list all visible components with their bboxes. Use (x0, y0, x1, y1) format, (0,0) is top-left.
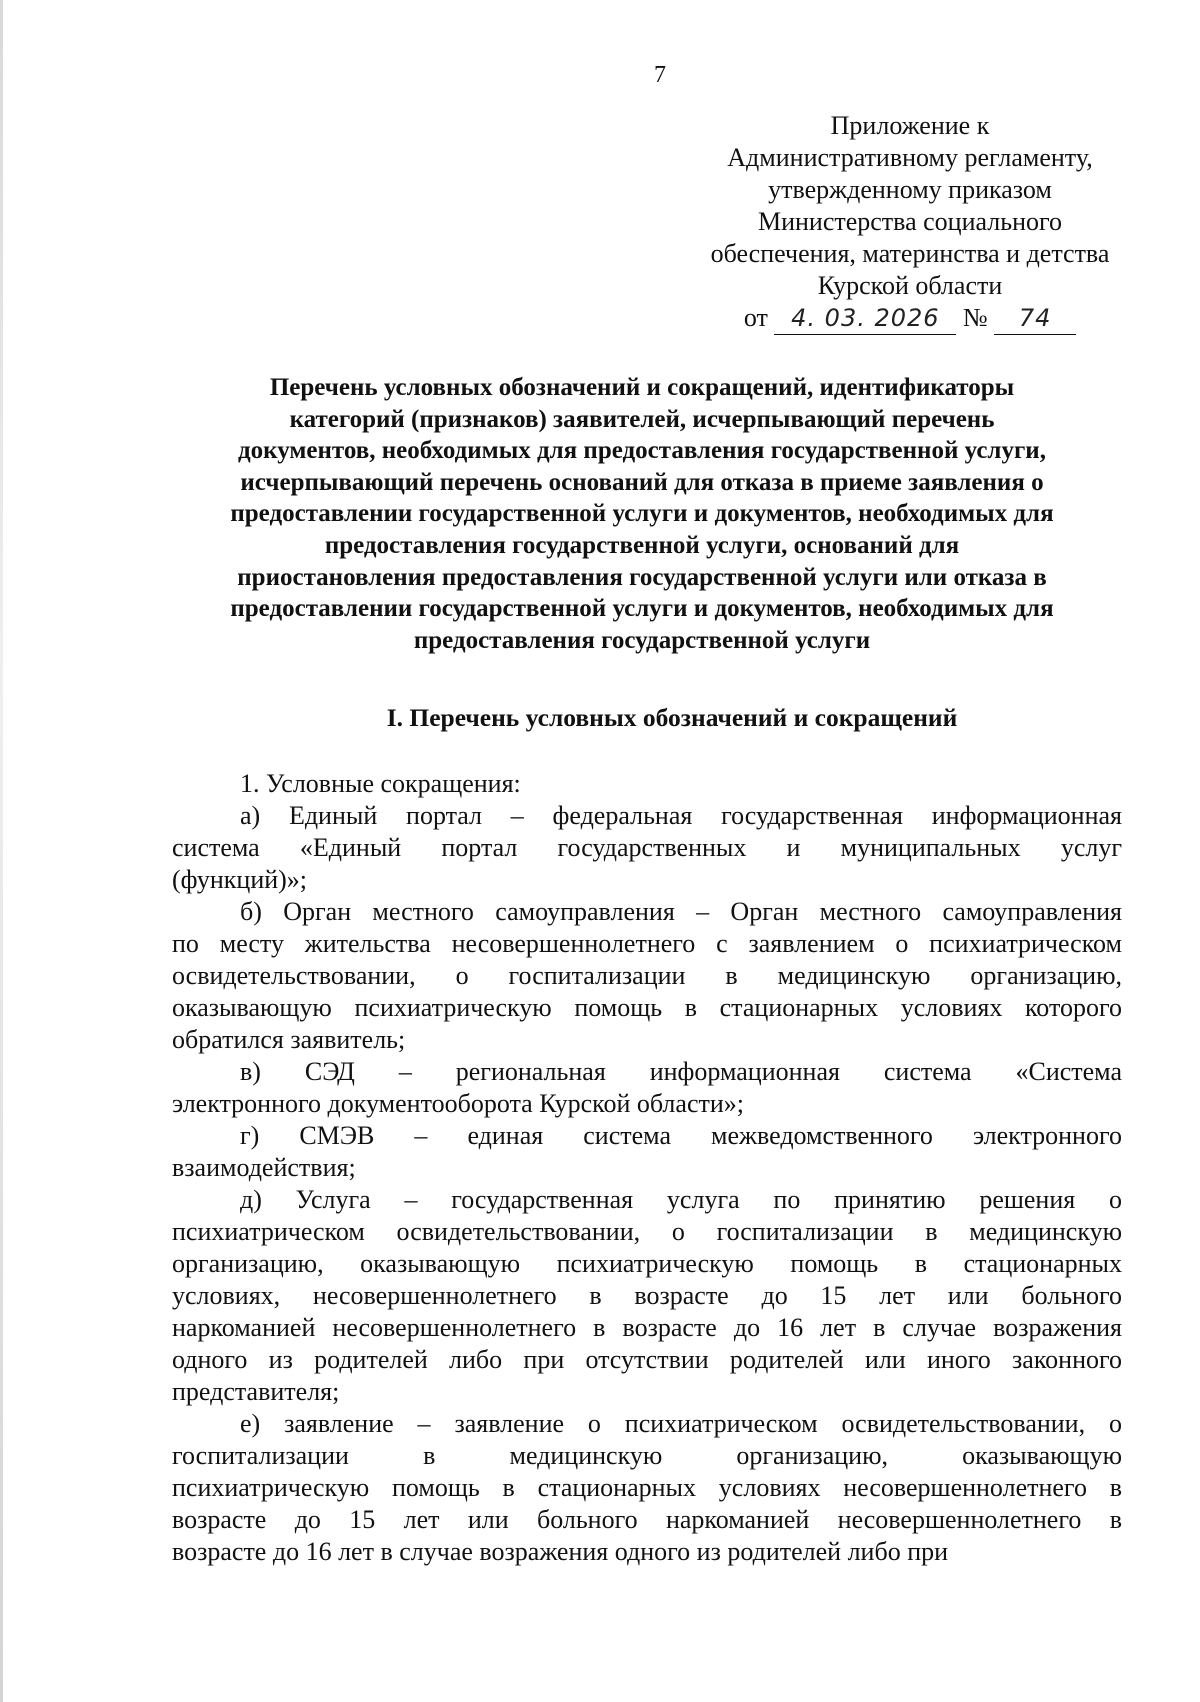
paragraph-line: условиях, несовершеннолетнего в возрасте до 15 лет или больного (172, 1281, 1122, 1310)
section-heading: I. Перечень условных обозначений и сокращений (386, 703, 958, 732)
document-title (162, 372, 1122, 656)
title-line: исчерпывающий перечень оснований для отказа в приеме заявления о (240, 468, 1044, 496)
date-prefix: от (743, 303, 768, 332)
paragraph-line: а) Единый портал – федеральная государственная информационная (240, 801, 1122, 830)
appendix-line: Курской области (817, 271, 1003, 300)
handwritten-number: 74 (994, 302, 1076, 335)
paragraph-line: представителя; (172, 1377, 340, 1406)
paragraph-line: 1. Условные сокращения: (240, 769, 521, 798)
handwritten-date: 4. 03. 2026 (774, 302, 956, 335)
title-line: Перечень условных обозначений и сокращений, идентификаторы (269, 374, 1015, 401)
paragraph-line: одного из родителей либо при отсутствии родителей или иного законного (172, 1345, 1122, 1374)
appendix-line: обеспечения, материнства и детства (710, 239, 1110, 268)
title-line: предоставления государственной услуги (413, 626, 871, 654)
appendix-line: Министерства социального (757, 207, 1063, 236)
title-line: документов, необходимых для предоставления государственной услуги, (238, 437, 1046, 465)
paragraph-line: возрасте до 16 лет в случае возражения одного из родителей либо при (172, 1537, 949, 1566)
paragraph-line: б) Орган местного самоуправления – Орган местного самоуправления (240, 897, 1122, 926)
appendix-line: Приложение к (830, 111, 990, 140)
paragraph-line: г) СМЭВ – единая система межведомственного электронного (240, 1121, 1122, 1150)
title-line: предоставлении государственной услуги и документов, необходимых для (230, 500, 1054, 528)
appendix-header (680, 110, 1140, 335)
title-line: предоставления государственной услуги, оснований для (324, 531, 960, 559)
paragraph (172, 1408, 1122, 1568)
paragraph-line: е) заявление – заявление о психиатрическом освидетельствовании, о (240, 1409, 1122, 1438)
paragraph (172, 800, 1122, 896)
paragraph-line: возрасте до 15 лет или больного наркоманией несовершеннолетнего в (172, 1505, 1122, 1534)
paragraph-line: (функций)»; (172, 865, 308, 894)
document-body (172, 768, 1122, 1568)
paragraph (172, 1184, 1122, 1408)
paragraph (172, 1120, 1122, 1184)
paragraph (172, 768, 1122, 800)
paragraph-line: д) Услуга – государственная услуга по принятию решения о (240, 1185, 1122, 1214)
paragraph-line: взаимодействия; (172, 1153, 356, 1182)
paragraph-line: психиатрическую помощь в стационарных условиях несовершеннолетнего в (172, 1473, 1122, 1502)
scan-edge (0, 0, 3, 1702)
appendix-line: утвержденному приказом (768, 175, 1052, 204)
paragraph-line: наркоманией несовершеннолетнего в возрасте до 16 лет в случае возражения (172, 1313, 1122, 1342)
title-line: предоставлении государственной услуги и документов, необходимых для (230, 595, 1054, 623)
paragraph-line: психиатрическом освидетельствовании, о госпитализации в медицинскую (172, 1217, 1122, 1246)
paragraph-line: в) СЭД – региональная информационная система «Система (240, 1057, 1122, 1086)
paragraph-line: освидетельствовании, о госпитализации в медицинскую организацию, (172, 961, 1122, 990)
paragraph-line: госпитализации в медицинскую организацию, оказывающую (172, 1441, 1122, 1470)
paragraph (172, 896, 1122, 1056)
appendix-line: Административному регламенту, (727, 143, 1093, 172)
page-number: 7 (654, 62, 666, 88)
paragraph-line: система «Единый портал государственных и муниципальных услуг (172, 833, 1122, 862)
title-line: приостановления предоставления государственной услуги или отказа в (237, 563, 1047, 591)
paragraph (172, 1056, 1122, 1120)
paragraph-line: по месту жительства несовершеннолетнего с заявлением о психиатрическом (172, 929, 1122, 958)
paragraph-line: организацию, оказывающую психиатрическую помощь в стационарных (172, 1249, 1122, 1278)
paragraph-line: обратился заявитель; (172, 1025, 406, 1054)
paragraph-line: электронного документооборота Курской области»; (172, 1089, 744, 1118)
title-line: категорий (признаков) заявителей, исчерпывающий перечень (289, 405, 995, 433)
appendix-date-number-row (680, 302, 1140, 335)
paragraph-line: оказывающую психиатрическую помощь в стационарных условиях которого (172, 993, 1122, 1022)
number-prefix: № (962, 303, 988, 332)
